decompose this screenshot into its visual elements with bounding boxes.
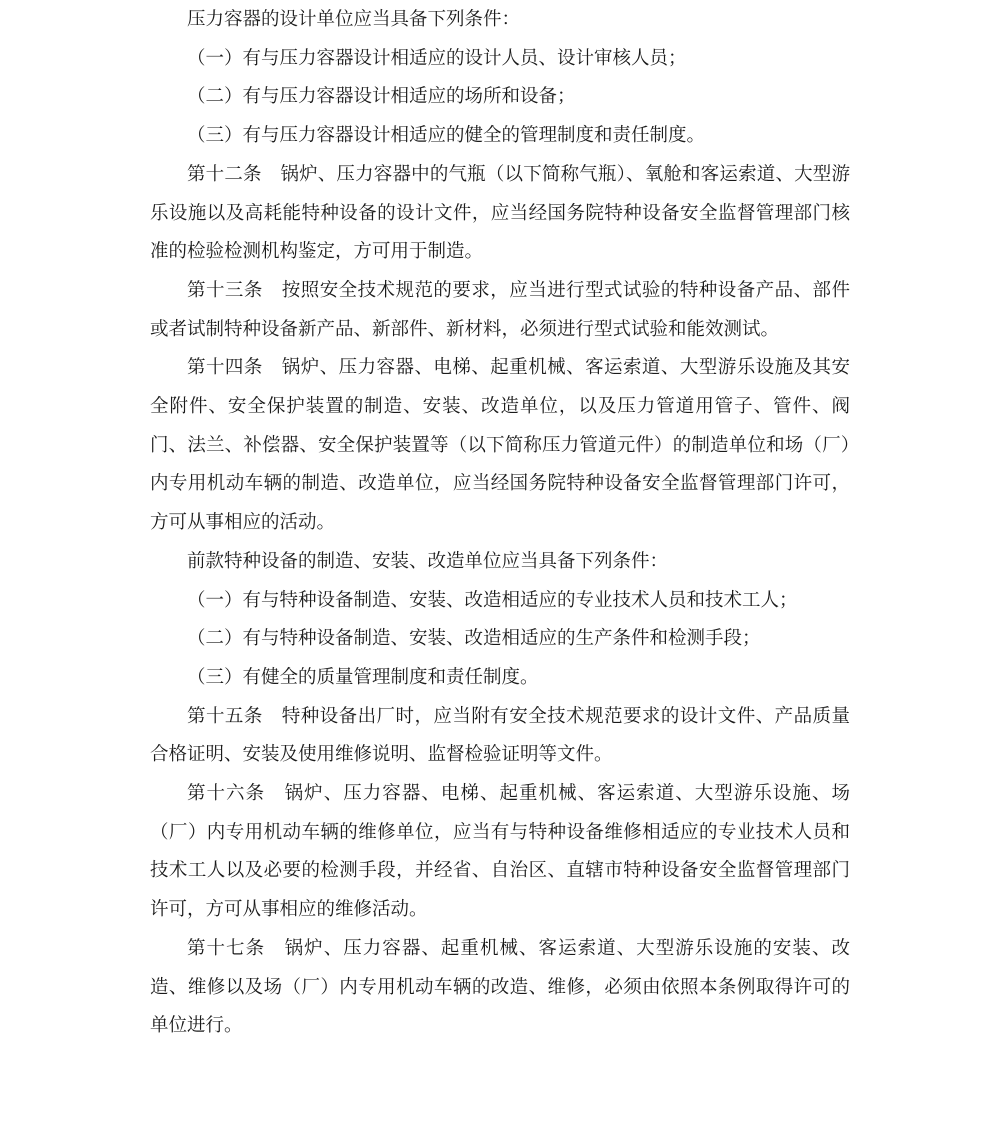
document-page (150, 0, 850, 1046)
article-13 (150, 272, 850, 349)
article-16 (150, 775, 850, 930)
paragraph-mfg-condition-2: （二）有与特种设备制造、安装、改造相适应的生产条件和检测手段； (187, 628, 761, 650)
article-text: 锅炉、压力容器、起重机械、客运索道、大型游乐设施的安装、改造、维修以及场（厂）内专用机动车辆的改造、维修，必须由依照本条例取得许可的单位进行。 (150, 937, 850, 1037)
article-number: 第十七条 (187, 937, 266, 959)
article-number: 第十四条 (187, 357, 263, 379)
article-12 (150, 156, 850, 272)
article-text: 锅炉、压力容器、电梯、起重机械、客运索道、大型游乐设施及其安全附件、安全保护装置的制造、安装、改造单位，以及压力管道用管子、管件、阀门、法兰、补偿器、安全保护装置等（以下简称压力管道元件）的制造单位和场（厂）内专用机动车辆的制造、改造单位，应当经国务院特种设备安全监督管理部门许可，方可从事相应的活动。 (150, 357, 850, 534)
article-text: 锅炉、压力容器、电梯、起重机械、客运索道、大型游乐设施、场（厂）内专用机动车辆的维修单位，应当有与特种设备维修相适应的专业技术人员和技术工人以及必要的检测手段，并经省、自治区、直辖市特种设备安全监督管理部门许可，方可从事相应的维修活动。 (150, 783, 850, 921)
paragraph-mfg-condition-1: （一）有与特种设备制造、安装、改造相适应的专业技术人员和技术工人； (187, 589, 798, 611)
paragraph-mfg-condition-3: （三）有健全的质量管理制度和责任制度。 (187, 666, 539, 688)
article-14 (150, 349, 850, 543)
article-text: 特种设备出厂时，应当附有安全技术规范要求的设计文件、产品质量合格证明、安装及使用维修说明、监督检验证明等文件。 (150, 705, 850, 766)
paragraph-condition-2: （二）有与压力容器设计相适应的场所和设备； (187, 86, 576, 108)
paragraph-manufacture-conditions: 前款特种设备的制造、安装、改造单位应当具备下列条件： (187, 550, 669, 572)
article-15 (150, 698, 850, 775)
article-number: 第十二条 (187, 163, 262, 185)
article-text: 锅炉、压力容器中的气瓶（以下简称气瓶）、氧舱和客运索道、大型游乐设施以及高耗能特种设备的设计文件，应当经国务院特种设备安全监督管理部门核准的检验检测机构鉴定，方可用于制造。 (150, 163, 850, 263)
article-text: 按照安全技术规范的要求，应当进行型式试验的特种设备产品、部件或者试制特种设备新产品、新部件、新材料，必须进行型式试验和能效测试。 (150, 279, 850, 340)
paragraph-design-conditions: 压力容器的设计单位应当具备下列条件： (187, 9, 521, 30)
article-17 (150, 930, 850, 1046)
paragraph-condition-1: （一）有与压力容器设计相适应的设计人员、设计审核人员； (187, 47, 687, 69)
paragraph-condition-3: （三）有与压力容器设计相适应的健全的管理制度和责任制度。 (187, 125, 706, 147)
article-number: 第十三条 (187, 279, 263, 301)
article-number: 第十六条 (187, 783, 266, 805)
article-number: 第十五条 (187, 705, 263, 727)
